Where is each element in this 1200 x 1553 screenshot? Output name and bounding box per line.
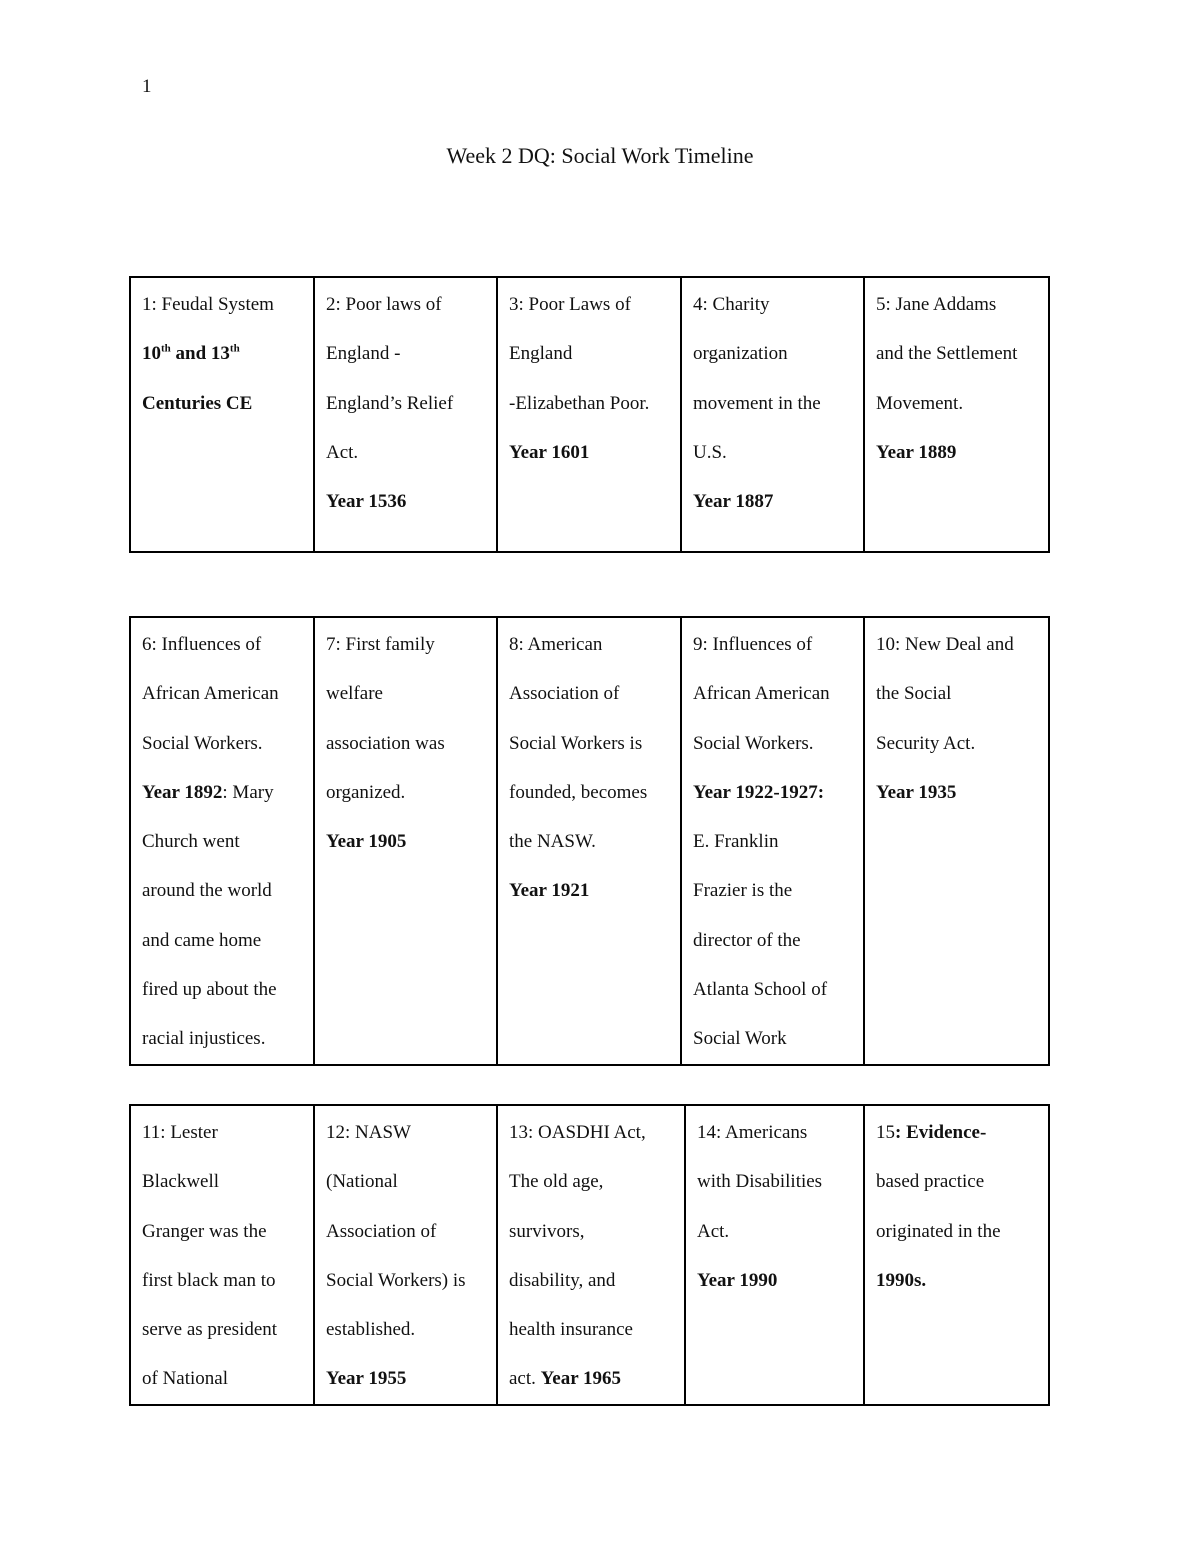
cell-text: 13: OASDHI Act, [509, 1122, 646, 1143]
cell-text: established. [326, 1319, 416, 1341]
cell-text: Social Work [693, 1028, 787, 1050]
cell-text: 15 [876, 1122, 895, 1143]
cell-text-mixed [509, 1354, 674, 1403]
cell-text: England [509, 343, 573, 365]
cell-text: 2: Poor laws of [326, 294, 442, 315]
cell-year: Year 1601 [509, 441, 590, 463]
cell-text: Act. [697, 1220, 730, 1242]
timeline-cell-5 [864, 277, 1049, 552]
timeline-cell-9 [681, 617, 864, 1065]
cell-text: originated in the [876, 1220, 1001, 1242]
cell-text: 12: NASW [326, 1122, 411, 1143]
cell-text: health insurance [509, 1319, 633, 1341]
cell-text: : Mary [222, 781, 274, 803]
cell-text-mixed [142, 768, 303, 817]
timeline-table-1 [129, 276, 1050, 553]
cell-text: and 13 [170, 343, 230, 365]
cell-text: 10: New Deal and [876, 634, 1014, 655]
cell-year: Year 1887 [693, 491, 774, 513]
cell-year: Year 1536 [326, 491, 407, 513]
cell-text: Association of [509, 683, 620, 705]
timeline-cell-6 [130, 617, 314, 1065]
cell-year: Year 1990 [697, 1269, 778, 1291]
cell-text: disability, and [509, 1269, 616, 1291]
cell-text: (National [326, 1171, 398, 1193]
timeline-cell-15 [864, 1105, 1049, 1405]
cell-text: Granger was the [142, 1220, 267, 1242]
cell-text: U.S. [693, 441, 727, 463]
cell-text: first black man to [142, 1269, 276, 1291]
table-row [130, 617, 1049, 1065]
cell-text: based practice [876, 1171, 985, 1193]
cell-year: 1990s. [876, 1269, 927, 1291]
cell-text: survivors, [509, 1220, 585, 1242]
cell-text: African American [142, 683, 279, 705]
cell-text: Association of [326, 1220, 437, 1242]
cell-text-bold: Centuries CE [142, 392, 253, 414]
cell-year: Year 1965 [540, 1368, 622, 1390]
cell-text: 4: Charity [693, 294, 770, 315]
timeline-cell-10 [864, 617, 1049, 1065]
cell-text: 14: Americans [697, 1122, 808, 1143]
cell-text: the NASW. [509, 831, 596, 853]
cell-text: 10 [142, 343, 161, 365]
cell-text: : Evidence- [895, 1122, 987, 1143]
cell-text: Security Act. [876, 732, 976, 754]
cell-text: Social Workers) is [326, 1269, 466, 1291]
timeline-cell-4 [681, 277, 864, 552]
timeline-cell-13 [497, 1105, 685, 1405]
cell-text: 6: Influences of [142, 634, 262, 655]
cell-text: -Elizabethan Poor. [509, 392, 650, 414]
cell-text: founded, becomes [509, 781, 648, 803]
cell-text: organized. [326, 781, 406, 803]
cell-text: Act. [326, 441, 359, 463]
cell-year: Year 1922-1927: [693, 781, 825, 803]
cell-text: 8: American [509, 634, 603, 655]
cell-text: 7: First family [326, 634, 435, 655]
cell-text: Atlanta School of [693, 979, 828, 1001]
cell-year: Year 1935 [876, 781, 957, 803]
cell-year: Year 1921 [509, 880, 590, 902]
timeline-cell-12 [314, 1105, 497, 1405]
cell-text: and the Settlement [876, 343, 1018, 365]
timeline-cell-11 [130, 1105, 314, 1405]
cell-text: of National [142, 1368, 229, 1390]
cell-text: 3: Poor Laws of [509, 294, 631, 315]
cell-text: organization [693, 343, 788, 365]
cell-text: Social Workers is [509, 732, 643, 754]
page-number: 1 [142, 76, 152, 97]
cell-text: 1: Feudal System [142, 294, 274, 315]
cell-text: act. [509, 1368, 541, 1390]
cell-text: Social Workers. [693, 732, 814, 754]
cell-text: the Social [876, 683, 952, 705]
cell-text: England - [326, 343, 401, 365]
cell-text: 11: Lester [142, 1122, 218, 1143]
cell-year: Year 1905 [326, 831, 407, 853]
cell-text: Blackwell [142, 1171, 220, 1193]
timeline-cell-7 [314, 617, 497, 1065]
cell-text: African American [693, 683, 830, 705]
cell-year: Year 1955 [326, 1368, 407, 1390]
cell-text: England’s Relief [326, 392, 454, 414]
cell-text: racial injustices. [142, 1028, 266, 1050]
cell-text: E. Franklin [693, 831, 779, 853]
cell-text: The old age, [509, 1171, 604, 1193]
table-row [130, 1105, 1049, 1405]
cell-text: association was [326, 732, 445, 754]
cell-year: Year 1892 [142, 781, 223, 803]
superscript: th [161, 342, 171, 355]
cell-text: 9: Influences of [693, 634, 813, 655]
table-row [130, 277, 1049, 552]
cell-text: Movement. [876, 392, 964, 414]
cell-year: Year 1889 [876, 441, 957, 463]
timeline-cell-14 [685, 1105, 864, 1405]
cell-text: Social Workers. [142, 732, 263, 754]
timeline-cell-3 [497, 277, 681, 552]
timeline-cell-8 [497, 617, 681, 1065]
cell-text-bold [142, 329, 303, 378]
timeline-cell-2 [314, 277, 497, 552]
cell-text: around the world [142, 880, 272, 902]
cell-text: welfare [326, 683, 383, 705]
cell-text: fired up about the [142, 979, 277, 1001]
superscript: th [229, 342, 240, 355]
timeline-cell-1 [130, 277, 314, 552]
cell-text: and came home [142, 929, 262, 951]
cell-text: Frazier is the [693, 880, 793, 902]
timeline-table-3 [129, 1104, 1050, 1406]
cell-text-mixed [876, 1108, 1038, 1157]
cell-text: with Disabilities [697, 1171, 823, 1193]
cell-text: Church went [142, 831, 240, 853]
cell-text: serve as president [142, 1319, 278, 1341]
document-title: Week 2 DQ: Social Work Timeline [446, 143, 754, 168]
cell-text: movement in the [693, 392, 821, 414]
timeline-table-2 [129, 616, 1050, 1066]
cell-text: director of the [693, 929, 801, 951]
cell-text: 5: Jane Addams [876, 294, 997, 315]
